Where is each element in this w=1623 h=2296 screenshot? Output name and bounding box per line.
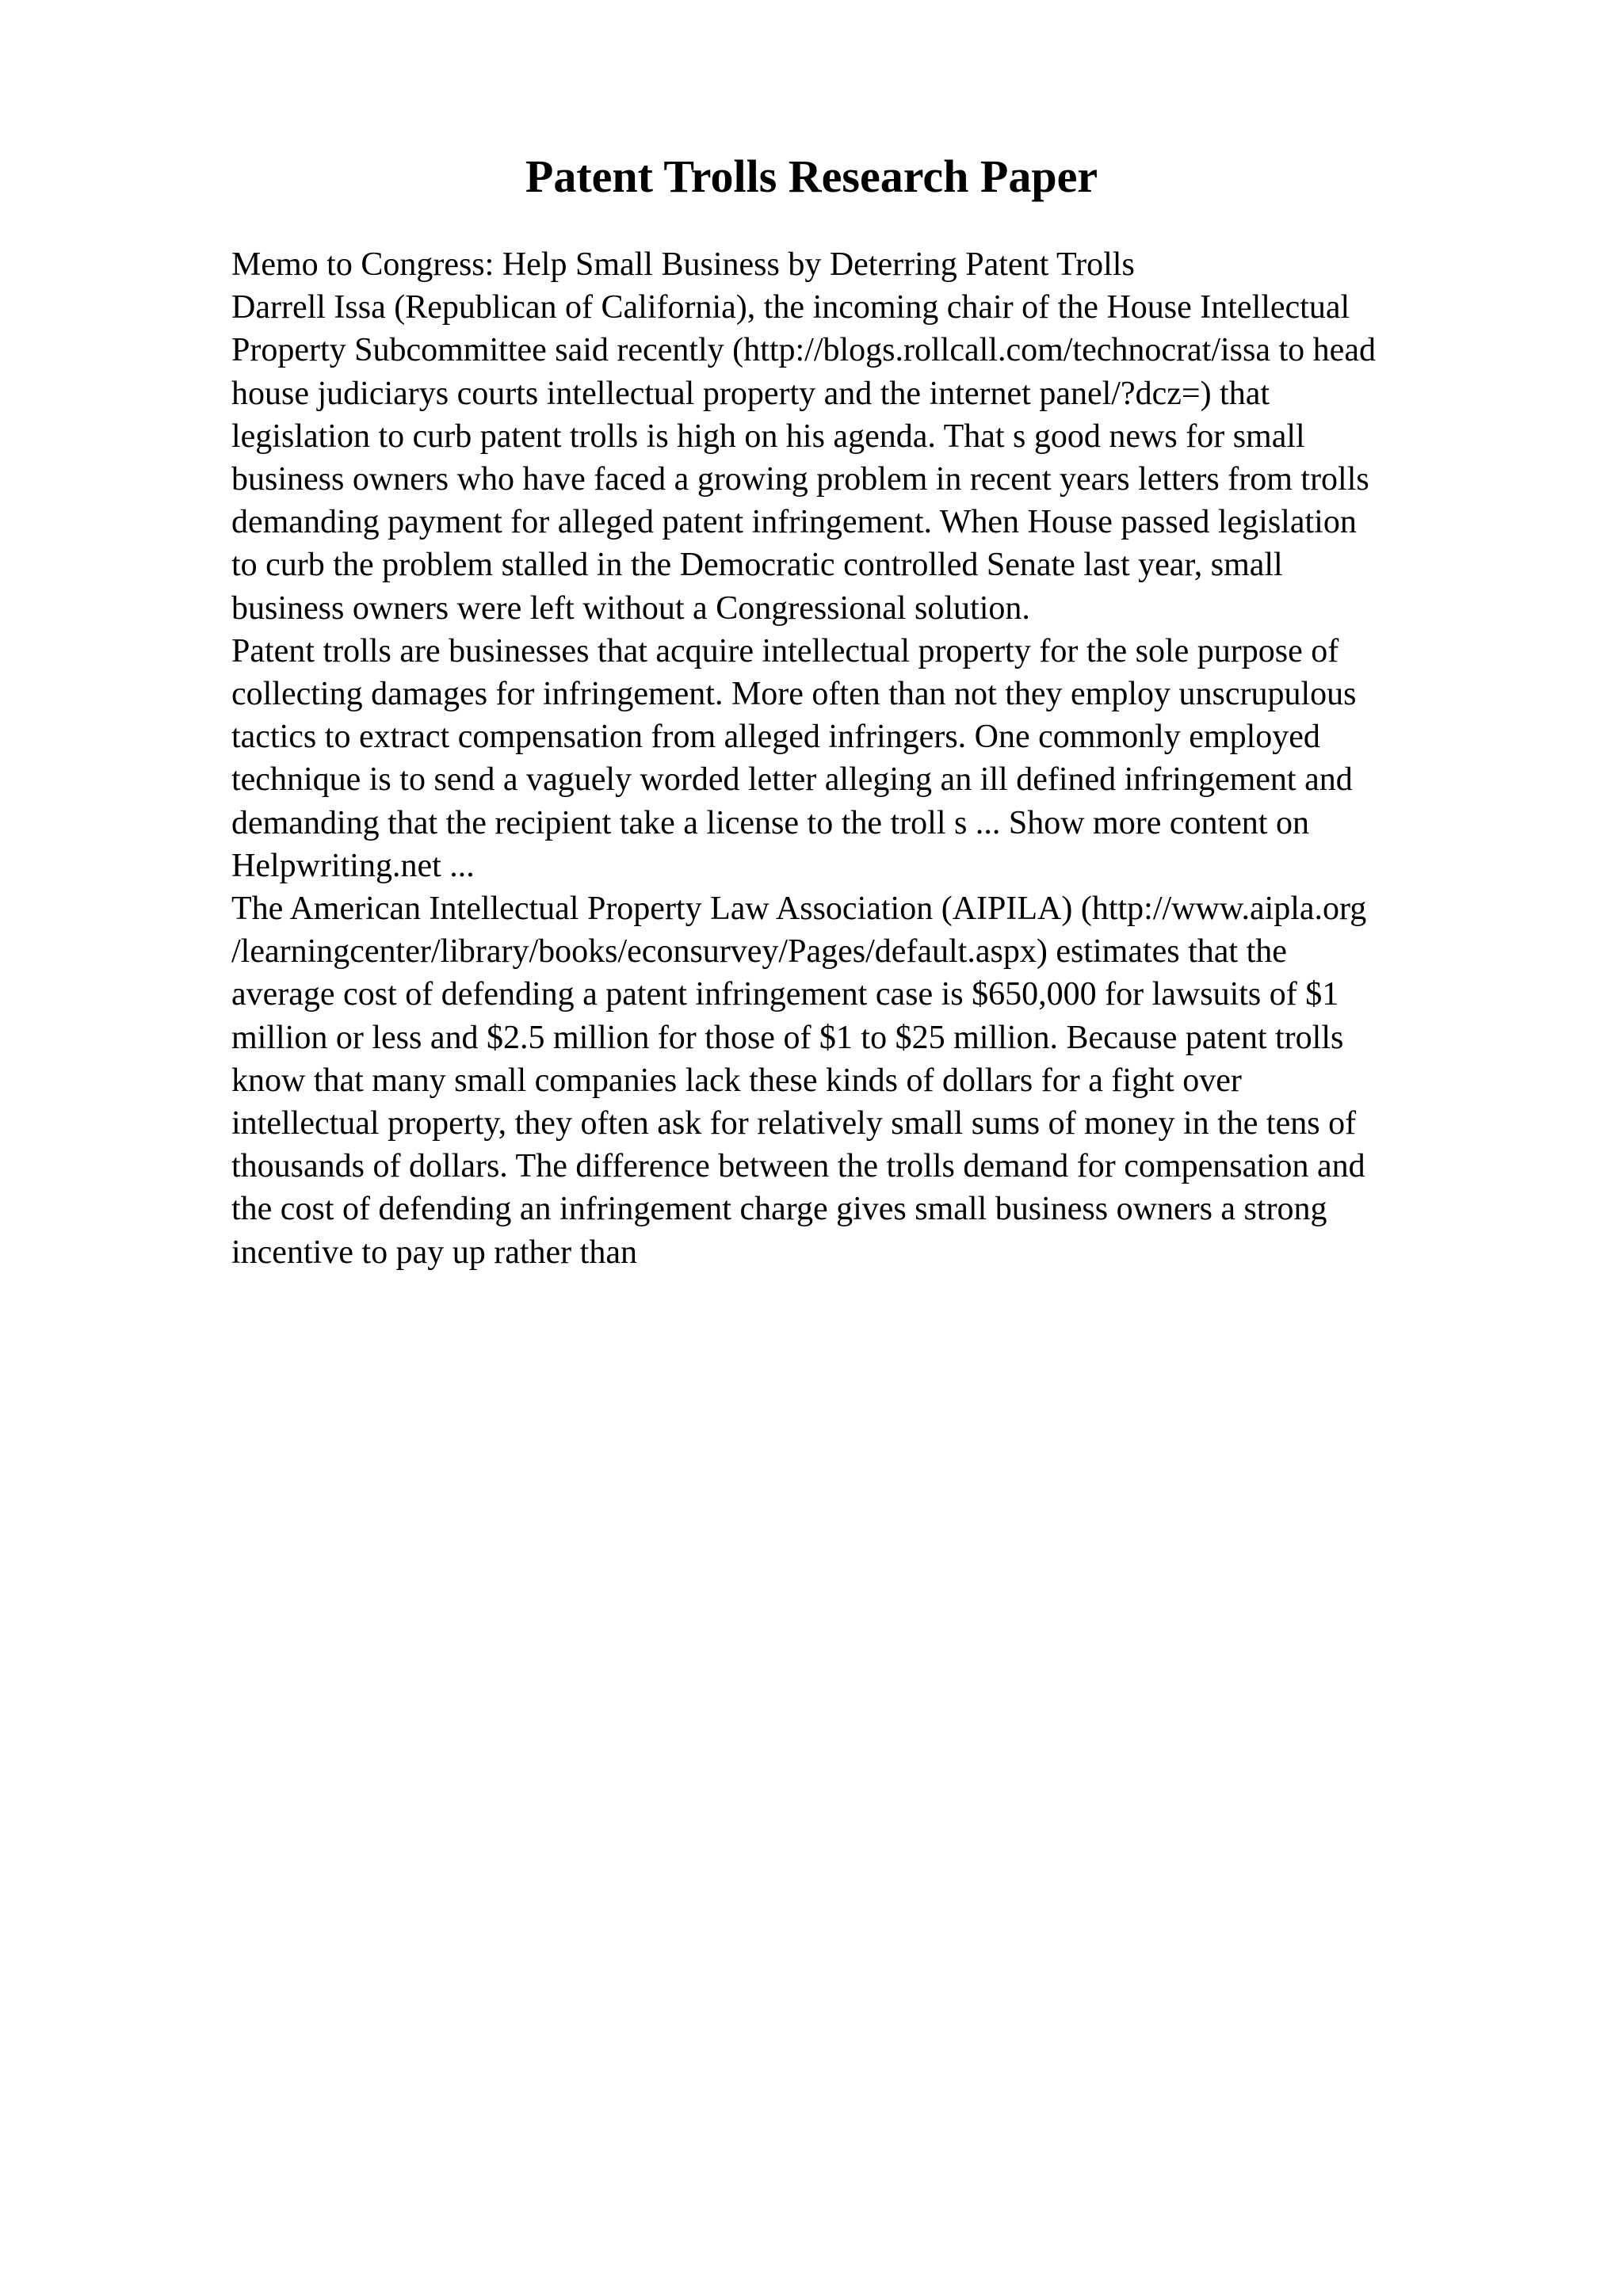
body-line: Darrell Issa (Republican of California), the incoming chair of the House Intellectual	[231, 289, 1350, 326]
body-line: Memo to Congress: Help Small Business by Deterring Patent Trolls	[231, 246, 1135, 283]
body-line: know that many small companies lack these kinds of dollars for a fight over	[231, 1062, 1242, 1099]
body-line: Helpwriting.net ...	[231, 847, 475, 884]
body-line: Property Subcommittee said recently (http://blogs.rollcall.com/technocrat/issa to head	[231, 332, 1376, 369]
body-line: technique is to send a vaguely worded letter alleging an ill defined infringement and	[231, 761, 1353, 799]
body-line: house judiciarys courts intellectual property and the internet panel/?dcz=) that	[231, 375, 1270, 412]
body-line: million or less and $2.5 million for those of $1 to $25 million. Because patent trolls	[231, 1019, 1344, 1056]
body-line: demanding that the recipient take a license to the troll s ... Show more content on	[231, 804, 1309, 841]
body-line: Patent trolls are businesses that acquire intellectual property for the sole purpose of	[231, 632, 1339, 669]
document-body	[231, 243, 1515, 1274]
body-line: collecting damages for infringement. More often than not they employ unscrupulous	[231, 676, 1357, 713]
body-line: tactics to extract compensation from alleged infringers. One commonly employed	[231, 719, 1320, 756]
body-line: /learningcenter/library/books/econsurvey/Pages/default.aspx) estimates that the	[231, 933, 1287, 971]
body-line: intellectual property, they often ask for relatively small sums of money in the tens of	[231, 1105, 1357, 1142]
body-line: The American Intellectual Property Law Association (AIPILA) (http://www.aipla.org	[231, 891, 1367, 928]
body-line: business owners were left without a Congressional solution.	[231, 589, 1030, 627]
body-line: incentive to pay up rather than	[231, 1234, 637, 1271]
body-line: business owners who have faced a growing problem in recent years letters from trolls	[231, 461, 1369, 498]
body-line: the cost of defending an infringement charge gives small business owners a strong	[231, 1191, 1327, 1228]
document-title: Patent Trolls Research Paper	[525, 151, 1098, 202]
body-line: average cost of defending a patent infringement case is $650,000 for lawsuits of $1	[231, 976, 1339, 1013]
body-line: demanding payment for alleged patent infringement. When House passed legislation	[231, 504, 1357, 541]
body-line: to curb the problem stalled in the Democratic controlled Senate last year, small	[231, 547, 1283, 584]
body-line: thousands of dollars. The difference between the trolls demand for compensation and	[231, 1148, 1365, 1185]
body-line: legislation to curb patent trolls is high on his agenda. That s good news for small	[231, 418, 1305, 455]
